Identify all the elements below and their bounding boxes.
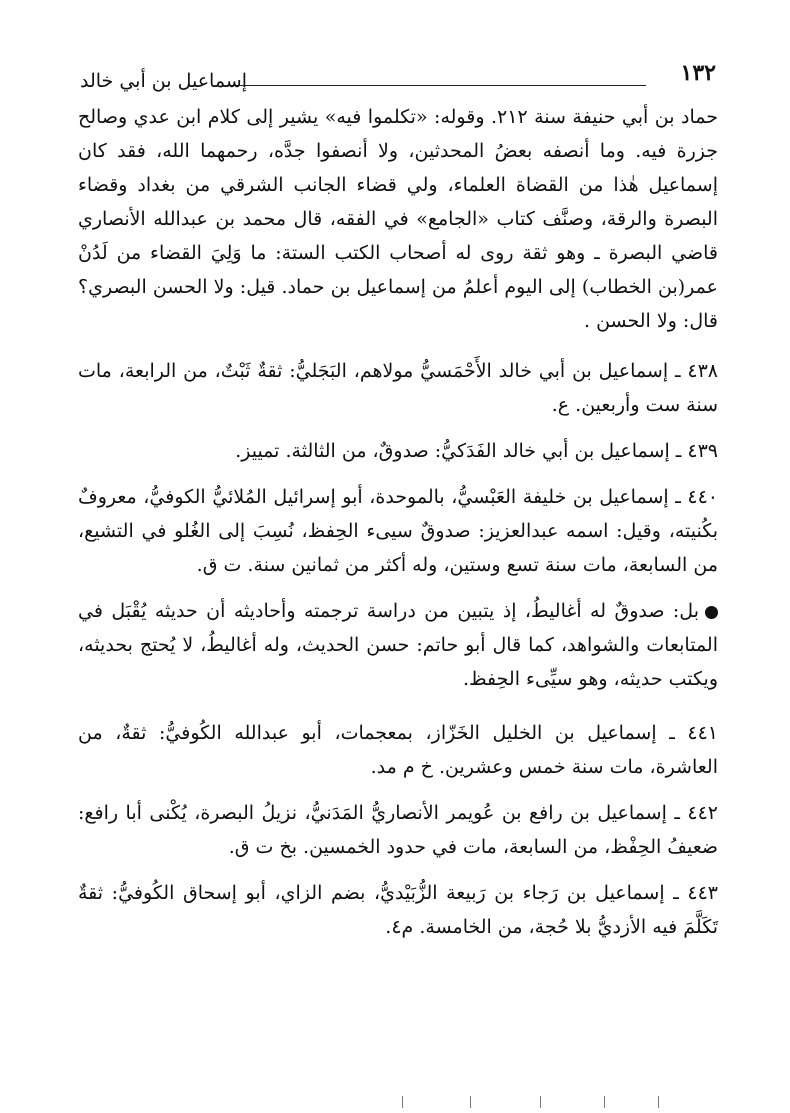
entry-text: ـ إسماعيل بن أبي خالد الأَحْمَسيُّ مولاهم، البَجَليُّ: ثقةٌ ثَبْتٌ، من الرابعة، مات سنة ست وأربعين. ع. [78,360,718,416]
entry-438 [78,354,718,422]
entry-439 [78,434,718,468]
entry-number: ٤٤٢ [687,802,718,824]
entry-text: ـ إسماعيل بن خليفة العَبْسيُّ، بالموحدة، أبو إسرائيل المُلائيُّ الكوفيُّ، معروفٌ بكُنيته، وقيل: اسمه عبدالعزيز: صدوقٌ سيىء الحِفظ، نُسِبَ إلى الغُلو في التشيع، من السابعة، مات سنة تسع وستين، وله أكثر من ثمانين سنة. ت ق. [78,486,718,576]
entry-number: ٤٤٠ [687,486,718,508]
entry-440 [78,480,718,582]
page-body [78,100,718,956]
entry-text: ـ إسماعيل بن الخليل الخَزّاز، بمعجمات، أبو عبدالله الكُوفيُّ: ثقةٌ، من العاشرة، مات سنة خمس وعشرين. خ م مد. [78,722,718,778]
header-rule [230,85,646,86]
scan-mark [470,1096,471,1108]
note-text: بل: صدوقٌ له أغاليطُ، إذ يتبين من دراسة ترجمته وأحاديثه أن حديثه يُقْبَل في المتابعات والشواهد، كما قال أبو حاتم: حسن الحديث، وله أغاليطُ، لا يُحتج بحديثه، ويكتب حديثه، وهو سيِّىء الحِفظ. [78,600,718,690]
entry-text: ـ إسماعيل بن رافع بن عُويمر الأنصاريُّ المَدَنيُّ، نزيلُ البصرة، يُكْنى أبا رافع: ضعيفُ الحِفْظ، من السابعة، مات في حدود الخمسين. بخ ت ق. [78,802,718,858]
entry-441 [78,716,718,784]
page-number: ١٣٢ [680,60,716,86]
page-header [80,60,716,100]
entry-text: ـ إسماعيل بن أبي خالد الفَدَكيُّ: صدوقٌ، من الثالثة. تمييز. [235,440,688,462]
entry-443 [78,876,718,944]
entry-text: ـ إسماعيل بن رَجاء بن رَبيعة الزُّبَيْديُّ، بضم الزاي، أبو إسحاق الكُوفيُّ: ثقةٌ تَكَلَّمَ فيه الأزديُّ بلا حُجة، من الخامسة. م٤. [78,882,718,938]
entry-number: ٤٣٩ [687,440,718,462]
scan-mark [658,1096,659,1108]
bullet-icon [705,606,718,619]
editor-note [78,594,718,696]
entry-number: ٤٤١ [687,722,718,744]
entry-442 [78,796,718,864]
entry-number: ٤٣٨ [687,360,718,382]
scan-mark [540,1096,541,1108]
scan-mark [604,1096,605,1108]
running-title: إسماعيل بن أبي خالد [80,70,248,92]
continuation-paragraph: حماد بن أبي حنيفة سنة ٢١٢. وقوله: «تكلموا فيه» يشير إلى كلام ابن عدي وصالح جزرة فيه. وما أنصفه بعضُ المحدثين، ولا أنصفوا جدَّه، رحمهما الله، فقد كان إسماعيل هٰذا من القضاة العلماء، ولي قضاء الجانب الشرقي من بغداد وقضاء البصرة والرقة، وصنَّف كتاب «الجامع» في الفقه، قال محمد بن عبدالله الأنصاري قاضي البصرة ـ وهو ثقة روى له أصحاب الكتب الستة: ما وَلِيَ القضاء من لَدُنْ عمر(بن الخطاب) إلى اليوم أعلمُ من إسماعيل بن حماد. قيل: ولا الحسن البصري؟ قال: ولا الحسن . [78,106,718,332]
scan-mark [402,1096,403,1108]
scan-edge-marks [390,1096,670,1108]
entry-number: ٤٤٣ [687,882,718,904]
